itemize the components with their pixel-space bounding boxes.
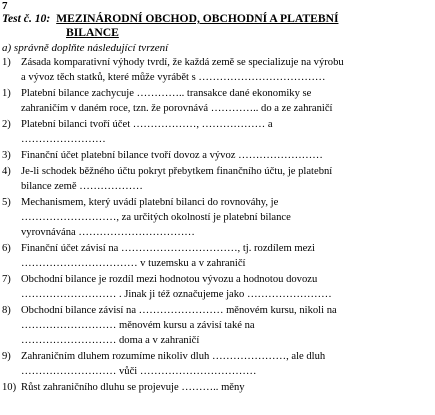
- question-item: [2, 117, 432, 147]
- question-text-line: zahraničím v daném roce, tzn. že porovnává ………….. do a ze zahraničí: [21, 103, 333, 114]
- question-text-line: Platební bilanci tvoří účet ………………, ……………… a: [21, 119, 273, 130]
- question-number: 7): [2, 274, 11, 285]
- question-number: 5): [2, 197, 11, 208]
- question-text-line: Platební bilance zachycuje ………….. transakce dané ekonomiky se: [21, 88, 312, 99]
- question-text-line: Obchodní bilance je rozdíl mezi hodnotou vývozu a hodnotou dovozu: [21, 274, 318, 285]
- question-number: 1): [2, 57, 11, 68]
- instruction: a) správně doplňte následující tvrzení: [2, 42, 169, 54]
- question-text-line: …………………………… v tuzemsku a v zahraničí: [21, 258, 246, 269]
- question-item: [2, 164, 432, 194]
- question-item: [2, 349, 432, 379]
- question-item: [2, 380, 432, 395]
- question-text-line: Finanční účet platební bilance tvoří dovoz a vývoz ……………………: [21, 150, 323, 161]
- question-text-line: Mechanismem, který uvádí platební bilanci do rovnováhy, je: [21, 197, 279, 208]
- question-text-line: ………………………, za určitých okolností je platební bilance: [21, 212, 291, 223]
- question-text-line: ……………………… měnovém kursu a závisí také na: [21, 320, 255, 331]
- test-label: Test č. 10:: [2, 12, 51, 25]
- question-item: [2, 272, 432, 302]
- question-text-line: ……………………… vůči ……………………………: [21, 366, 257, 377]
- question-text-line: a vývoz těch statků, které může vyrábět s ………………………………: [21, 72, 326, 83]
- question-number: 10): [2, 382, 17, 393]
- question-text-line: Finanční účet závisí na ……………………………, tj. rozdílem mezi: [21, 243, 315, 254]
- question-item: [2, 55, 432, 85]
- question-text-line: ……………………: [21, 134, 106, 145]
- test-title: [2, 12, 432, 40]
- question-text-line: Obchodní bilance závisí na …………………… měnovém kursu, nikoli na: [21, 305, 337, 316]
- question-list: [2, 55, 432, 396]
- question-number: 2): [2, 119, 11, 130]
- question-text-line: ……………………… . Jinak ji též označujeme jako ……………………: [21, 289, 332, 300]
- question-text-line: bilance země ………………: [21, 181, 143, 192]
- question-text-line: ……………………… doma a v zahraničí: [21, 335, 200, 346]
- test-title-line1: MEZINÁRODNÍ OBCHOD, OBCHODNÍ A PLATEBNÍ: [56, 12, 339, 25]
- question-item: [2, 241, 432, 271]
- question-number: 9): [2, 351, 11, 362]
- page-number: 7: [2, 0, 8, 12]
- question-number: 6): [2, 243, 11, 254]
- question-text-line: Zásada komparativní výhody tvrdí, že každá země se specializuje na výrobu: [21, 57, 344, 68]
- question-item: [2, 303, 432, 348]
- test-title-line2: BILANCE: [66, 26, 119, 39]
- question-number: 8): [2, 305, 11, 316]
- question-text-line: Růst zahraničního dluhu se projevuje ……….. měny: [21, 382, 245, 393]
- question-item: [2, 86, 432, 116]
- question-text-line: Zahraničním dluhem rozumíme nikoliv dluh …………………, ale dluh: [21, 351, 326, 362]
- question-number: 3): [2, 150, 11, 161]
- question-number: 4): [2, 166, 11, 177]
- question-text-line: vyrovnávána ……………………………: [21, 227, 195, 238]
- question-item: [2, 148, 432, 163]
- question-text-line: Je-li schodek běžného účtu pokryt přebytkem finančního účtu, je platební: [21, 166, 333, 177]
- question-number: 1): [2, 88, 11, 99]
- question-item: [2, 195, 432, 240]
